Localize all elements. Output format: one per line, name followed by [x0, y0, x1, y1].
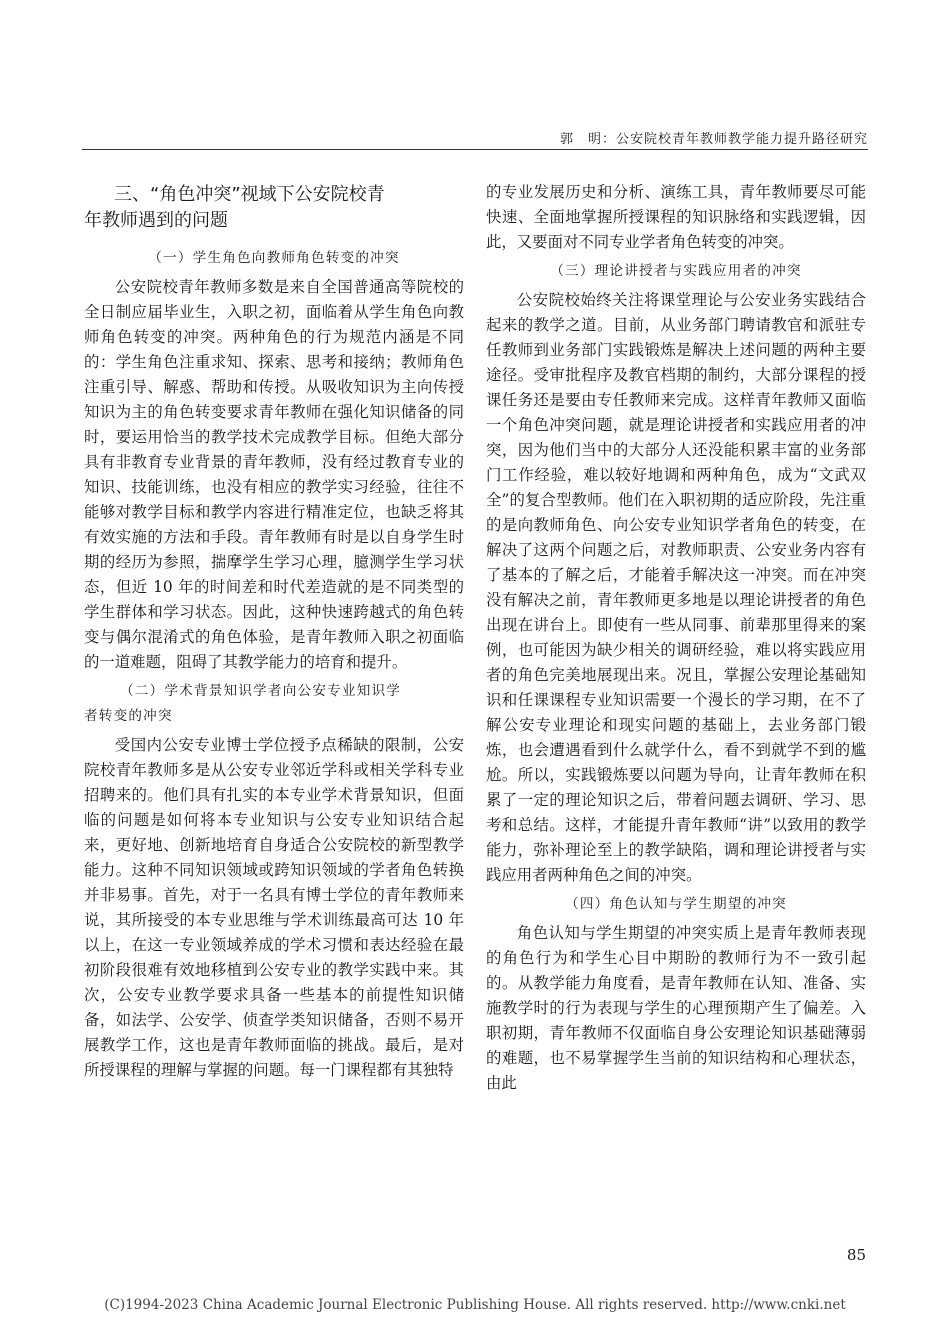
- section-title-line2: 年教师遇到的问题: [84, 210, 228, 231]
- subsection-heading-4: （四）角色认知与学生期望的冲突: [565, 896, 787, 912]
- paragraph-sub3: 公安院校始终关注将课堂理论与公安业务实践结合起来的教学之道。目前，从业务部门聘请教官和派驻专任教师到业务部门实践锻炼是解决上述问题的两种主要途径。受审批程序及教官档期的制约，大部分课程的授课任务还是要由专任教师来完成。这样青年教师又面临一个角色冲突问题，就是理论讲授者和实践应用者的冲突，因为他们当中的大部分人还没能积累丰富的业务部门工作经验，难以较好地调和两种角色，成为“文武双全”的复合型教师。他们在入职初期的适应阶段，先注重的是向教师角色、向公安专业知识学者角色的转变，在解决了这两个问题之后，对教师职责、公安业务内容有了基本的了解之后，才能着手解决这一冲突。而在冲突没有解决之前，青年教师更多地是以理论讲授者的角色出现在讲台上。即使有一些从同事、前辈那里得来的案例，也可能因为缺少相关的调研经验，难以将实践应用者的角色完美地展现出来。况且，掌握公安理论基础知识和任课课程专业知识需要一个漫长的学习期，在不了解公安专业理论和现实问题的基础上，去业务部门锻炼，也会遭遇看到什么就学什么，看不到就学不到的尴尬。所以，实践锻炼要以问题为导向，让青年教师在积累了一定的理论知识之后，带着问题去调研、学习、思考和总结。这样，才能提升青年教师“讲”以致用的教学能力，弥补理论至上的教学缺陷，调和理论讲授者与实践应用者两种角色之间的冲突。: [486, 291, 866, 884]
- subsection-heading-3: （三）理论讲授者与实践应用者的冲突: [550, 263, 802, 279]
- section-title-line1: 三、“角色冲突”视域下公安院校青: [114, 184, 385, 205]
- subsection-heading-2: [84, 679, 464, 729]
- paragraph-sub2: 受国内公安专业博士学位授予点稀缺的限制，公安院校青年教师多是从公安专业邻近学科或相关学科专业招聘来的。他们具有扎实的本专业学术背景知识，但面临的问题是如何将本专业知识与公安专业知识结合起来，更好地、创新地培育自身适合公安院校的新型教学能力。这种不同知识领域或跨知识领域的学者角色转换并非易事。首先，对于一名具有博士学位的青年教师来说，其所接受的本专业思维与学术训练最高可达 10 年以上，在这一专业领域养成的学术习惯和表达经验在最初阶段很难有效地移植到公安专业的教学实践中来。其次，公安专业教学要求具备一些基本的前提性知识储备，如法学、公安学、侦查学类知识储备，否则不易开展教学工作，这也是青年教师面临的挑战。最后，是对所授课程的理解与掌握的问题。每一门课程都有其独特: [84, 736, 464, 1079]
- paragraph-sub4: 角色认知与学生期望的冲突实质上是青年教师表现的角色行为和学生心目中期盼的教师行为不一致引起的。从教学能力角度看，是青年教师在认知、准备、实施教学时的行为表现与学生的心理预期产生了偏差。入职初期，青年教师不仅面临自身公安理论知识基础薄弱的难题，也不易掌握学生当前的知识结构和心理状态，由此: [486, 924, 866, 1092]
- paragraph-sub1: 公安院校青年教师多数是来自全国普通高等院校的全日制应届毕业生，入职之初，面临着从学生角色向教师角色转变的冲突。两种角色的行为规范内涵是不同的：学生角色注重求知、探索、思考和接纳；教师角色注重引导、解惑、帮助和传授。从吸收知识为主向传授知识为主的角色转变要求青年教师在强化知识储备的同时，要运用恰当的教学技术完成教学目标。但绝大部分具有非教育专业背景的青年教师，没有经过教育专业的知识、技能训练，也没有相应的教学实习经验，往往不能够对教学目标和教学内容进行精准定位，也缺乏将其有效实施的方法和手段。青年教师有时是以自身学生时期的经历为参照，揣摩学生学习心理，臆测学生学习状态，但近 10 年的时间差和时代差造就的是不同类型的学生群体和学习状态。因此，这种快速跨越式的角色转变与偶尔混淆式的角色体验，是青年教师入职之初面临的一道难题，阻碍了其教学能力的培育和提升。: [84, 278, 464, 671]
- right-column: [486, 180, 866, 1096]
- paragraph-sub2-continued: 的专业发展历史和分析、演练工具，青年教师要尽可能快速、全面地掌握所授课程的知识脉络和实践逻辑，因此，又要面对不同专业学者角色转变的冲突。: [486, 183, 866, 251]
- copyright-line: (C)1994-2023 China Academic Journal Electronic Publishing House. All rights reserved. http://www.cnki.net: [104, 1297, 846, 1313]
- page-number: 85: [846, 1246, 866, 1264]
- left-column: [84, 182, 464, 1083]
- subsection-heading-1: （一）学生角色向教师角色转变的冲突: [148, 250, 400, 266]
- section-title: [84, 182, 464, 234]
- subsection-heading-2-line2: 者转变的冲突: [84, 708, 173, 724]
- running-header: 郭 明：公安院校青年教师教学能力提升路径研究: [559, 132, 868, 147]
- subsection-heading-2-line1: （二）学术背景知识学者向公安专业知识学: [120, 683, 402, 699]
- header-rule: [82, 149, 868, 150]
